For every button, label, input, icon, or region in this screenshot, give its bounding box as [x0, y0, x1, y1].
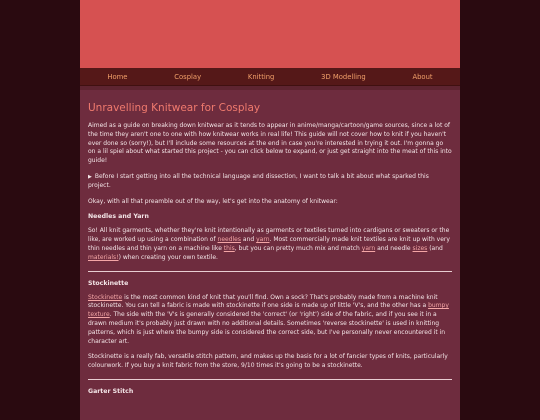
details-summary: Before I start getting into all the technical language and dissection, I want to talk a bit about what sparked this project. — [88, 172, 429, 189]
link-yarn[interactable]: yarn — [256, 236, 270, 244]
nav-3d-modelling[interactable]: 3D Modelling — [321, 72, 366, 81]
link-needles[interactable]: needles — [217, 236, 241, 244]
caret-right-icon: ▶ — [88, 173, 92, 180]
preamble-paragraph: Okay, with all that preamble out of the way, let's get into the anatomy of knitwear: — [88, 197, 338, 205]
details-toggle[interactable] — [88, 173, 452, 191]
nav-home[interactable]: Home — [107, 72, 128, 81]
text: . The side with the 'V's is generally considered the 'correct' (or 'right') side of the fabric, and if you see it in a drawn medium it's probably just drawn with no additional details. Sometimes 'reverse stockinette' is used in knitting patterns, which is just where the bumpy side is considered the correct side, but I've personally never encountered it in character art. — [88, 311, 446, 345]
header-banner — [80, 0, 460, 68]
main-nav — [80, 68, 460, 86]
text: . Most commercially made knit textiles are knit up with very thin needles and thin yarn on a machine like — [88, 236, 450, 252]
section-heading-garter: Garter Stitch — [88, 387, 134, 395]
nav-cosplay[interactable]: Cosplay — [174, 72, 202, 81]
intro-paragraph: Aimed as a guide on breaking down knitwear as it tends to appear in anime/manga/cartoon/game sources, since a lot of the time they aren't one to one with how knitwear works in real life! This guide will not cover how to knit if you haven't ever done so (sorry!), but I'll include some resources at the end in case you're interested in trying it out. I'm gonna go on a lil spiel about what started this project - you can click below to expand, or just get straight into the meat of this into guide! — [88, 122, 452, 165]
page-title: Unravelling Knitwear for Cosplay — [88, 102, 261, 114]
text: So! All knit garments, whether they're knit intentionally as garments or textiles turned into cardigans or sweaters or the like, are worked up using a combination of — [88, 227, 450, 244]
link-materials[interactable]: materials! — [88, 253, 119, 261]
text: ) when creating your own textile. — [118, 253, 218, 261]
stockinette-paragraph-2: Stockinette is a really fab, versatile stitch pattern, and makes up the basis for a lot of fancier types of knits, particularly colourwork. If you buy a knit fabric from the store, 9/10 times it's going to be a stockinette. — [88, 353, 448, 370]
link-bumpy-texture[interactable]: bumpy texture — [88, 302, 449, 319]
section-heading-needles: Needles and Yarn — [88, 213, 149, 221]
text: is the most common kind of knit that you'll find. Own a sock? That's probably made from a machine knit stockinette. You can tell a fabric is made with stockinette if one side is made up of little 'V's, and the other has a — [88, 293, 438, 310]
stockinette-paragraph — [88, 294, 452, 347]
nav-about[interactable]: About — [412, 72, 433, 81]
text: and — [241, 236, 257, 244]
nav-knitting[interactable]: Knitting — [247, 72, 275, 81]
text: and needle — [375, 244, 413, 252]
article — [80, 90, 460, 420]
link-this[interactable]: this — [223, 244, 235, 252]
text: , but you can pretty much mix and match — [234, 244, 362, 252]
text: (and — [427, 244, 443, 252]
section-heading-stockinette: Stockinette — [88, 279, 129, 287]
link-sizes[interactable]: sizes — [412, 244, 428, 252]
divider — [88, 379, 452, 380]
link-stockinette[interactable]: Stockinette — [88, 293, 123, 301]
needles-paragraph — [88, 227, 452, 262]
link-yarn-2[interactable]: yarn — [361, 244, 376, 252]
page — [80, 0, 460, 405]
divider — [88, 271, 452, 272]
